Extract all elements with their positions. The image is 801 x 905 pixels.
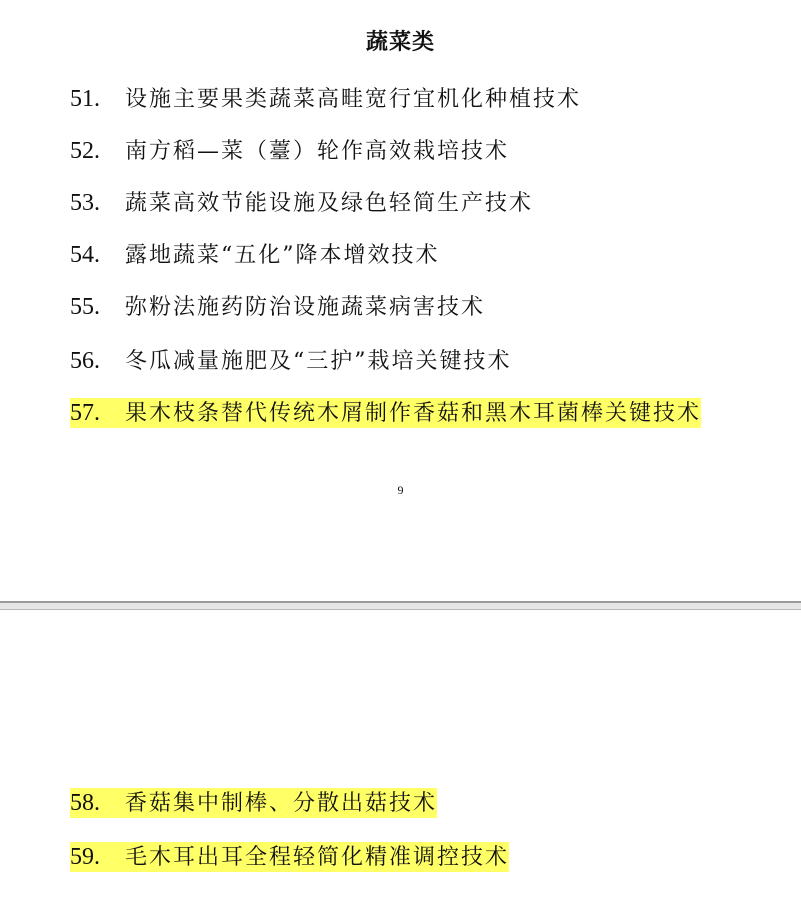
item-text: 弥粉法施药防治设施蔬菜病害技术 [125,295,486,320]
list-item-53 [70,188,533,218]
list-item-54 [70,240,440,270]
item-number: 59. [70,844,100,870]
item-number: 58. [70,790,100,816]
page-number: 9 [397,483,404,497]
item-number: 55. [70,294,100,320]
item-number: 54. [70,242,100,268]
item-text: 蔬菜高效节能设施及绿色轻简生产技术 [125,191,534,216]
list-item-57-highlighted [70,398,701,428]
item-text: 冬瓜减量施肥及“三护”栽培关键技术 [125,349,512,374]
item-number: 53. [70,190,100,216]
item-text: 毛木耳出耳全程轻简化精准调控技术 [125,845,510,870]
item-number: 56. [70,348,100,374]
item-number: 52. [70,138,100,164]
item-number: 51. [70,86,100,112]
item-text: 果木枝条替代传统木屑制作香菇和黑木耳菌棒关键技术 [125,401,702,426]
document-page-10 [0,610,801,905]
list-item-52 [70,136,509,166]
page-separator [0,601,801,610]
list-item-59-highlighted [70,842,509,872]
item-text: 设施主要果类蔬菜高畦宽行宜机化种植技术 [125,87,582,112]
item-number: 57. [70,400,100,426]
item-text: 露地蔬菜“五化”降本增效技术 [125,243,440,268]
list-item-51 [70,84,581,114]
item-text: 香菇集中制棒、分散出菇技术 [125,791,438,816]
section-title: 蔬菜类 [365,30,435,55]
list-item-58-highlighted [70,788,437,818]
list-item-55 [70,292,485,322]
item-text: 南方稻—菜（薹）轮作高效栽培技术 [125,139,510,164]
list-item-56 [70,346,512,376]
